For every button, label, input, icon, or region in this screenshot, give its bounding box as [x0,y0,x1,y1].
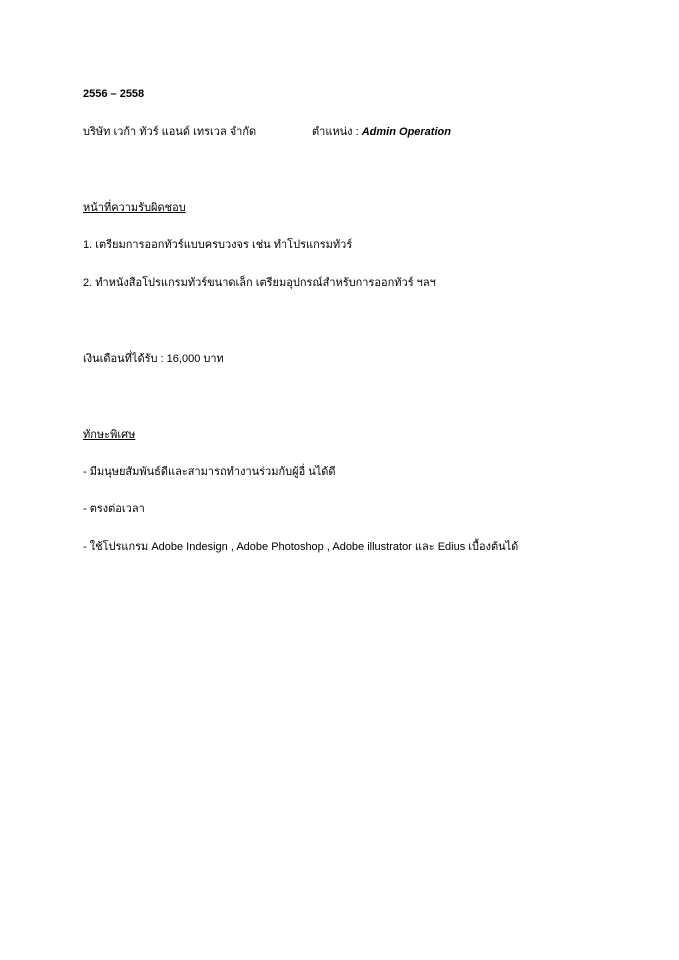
skill-item: - ตรงต่อเวลา [83,503,145,515]
company-name: บริษัท เวก้า ทัวร์ แอนด์ เทรเวล จำกัด [83,126,257,138]
position-value: Admin Operation [361,126,451,138]
salary-text: เงินเดือนที่ได้รับ : 16,000 บาท [83,353,224,365]
skill-item: - ใช้โปรแกรม Adobe Indesign , Adobe Photoshop , Adobe illustrator และ Edius เบื้องต้นได้ [83,541,519,553]
duties-heading: หน้าที่ความรับผิดชอบ [83,202,186,214]
skill-item: - มีมนุษยสัมพันธ์ดีและสามารถทำงานร่วมกับผู้อื่ นได้ดี [83,466,336,478]
period-text: 2556 – 2558 [83,88,145,100]
position-line [312,125,451,139]
duty-item: 2. ทำหนังสือโปรแกรมทัวร์ขนาดเล็ก เตรียมอุปกรณ์สำหรับการออกทัวร์ ฯลฯ [83,277,436,289]
position-label: ตำแหน่ง : [312,126,362,138]
skills-heading: ทักษะพิเศษ [83,429,136,441]
duty-item: 1. เตรียมการออกทัวร์แบบครบวงจร เช่น ทำโปรแกรมทัวร์ [83,239,353,251]
